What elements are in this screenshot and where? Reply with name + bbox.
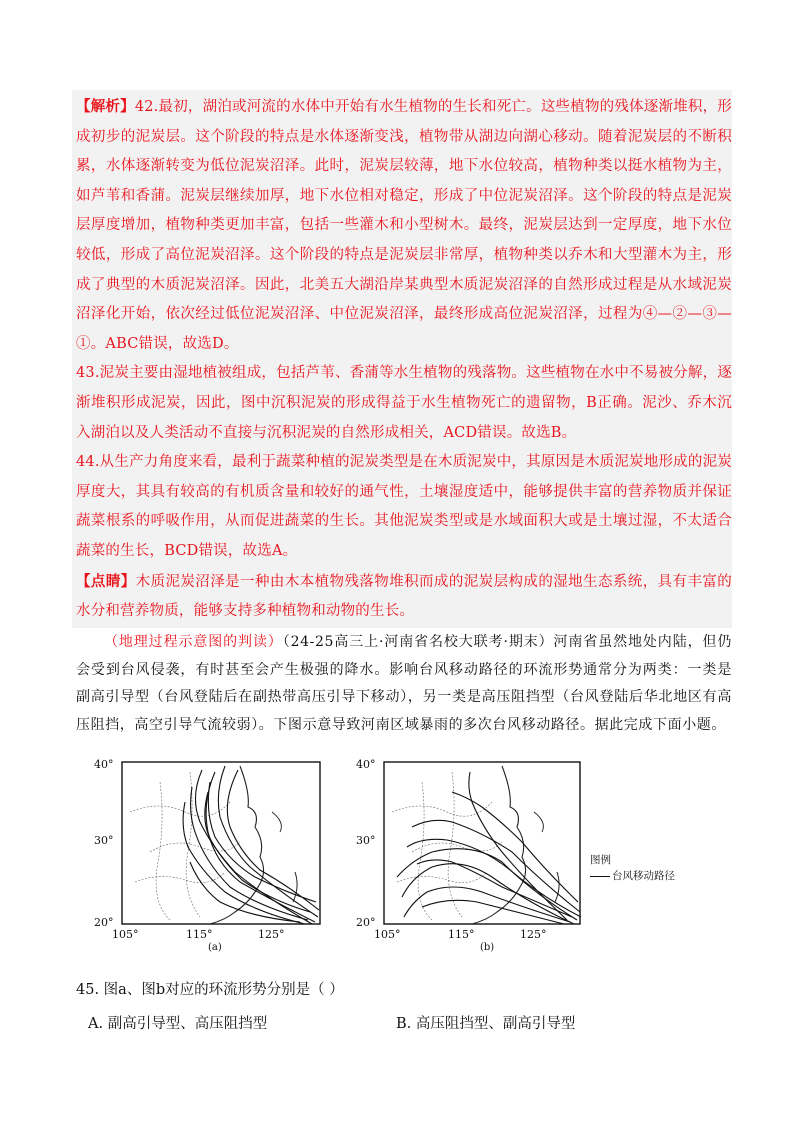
topic-label: （地理过程示意图的判读）	[104, 634, 283, 650]
lon-label: 115°	[186, 928, 213, 941]
question-intro	[76, 629, 732, 739]
lon-label: 105°	[112, 928, 139, 941]
legend-row	[590, 868, 675, 884]
question-stem: 45. 图a、图b对应的环流形势分别是（ ）	[76, 982, 344, 998]
option-b[interactable]: B. 高压阻挡型、副高引导型	[396, 1016, 576, 1032]
insight-text: 木质泥炭沼泽是一种由木本植物残落物堆积而成的泥炭层构成的湿地生态系统，具有丰富的水分和营养物质，能够支持多种植物和动物的生长。	[76, 573, 732, 620]
lon-label: 115°	[448, 928, 475, 941]
intro-text: （24-25高三上·河南省名校大联考·期末）河南省虽然地处内陆，但仍会受到台风侵袭，有时甚至会产生极强的降水。影响台风移动路径的环流形势通常分为两类：一类是副高引导型（台风登陆后在副热带高压引导下移动），另一类是高压阻挡型（台风登陆后华北地区有高压阻挡，高空引导气流较弱）。下图示意导致河南区域暴雨的多次台风移动路径。据此完成下面小题。	[76, 634, 732, 733]
lon-label: 105°	[374, 928, 401, 941]
analysis-text	[76, 92, 732, 627]
lat-label: 30°	[356, 834, 376, 847]
lon-label: 125°	[520, 928, 547, 941]
legend-title: 图例	[590, 854, 611, 866]
typhoon-map-b	[352, 752, 592, 952]
map-caption: (a)	[208, 942, 222, 952]
analysis-42-text: 42.最初，湖泊或河流的水体中开始有水生植物的生长和死亡。这些植物的残体逐渐堆积，形成初步的泥炭层。这个阶段的特点是水体逐渐变浅，植物带从湖边向湖心移动。随着泥炭层的不断积累，水体逐渐转变为低位泥炭沼泽。此时，泥炭层较薄，地下水位较高，植物种类以挺水植物为主，如芦苇和香蒲。泥炭层继续加厚，地下水位相对稳定，形成了中位泥炭沼泽。这个阶段的特点是泥炭层厚度增加，植物种类更加丰富，包括一些灌木和小型树木。最终，泥炭层达到一定厚度，地下水位较低，形成了高位泥炭沼泽。这个阶段的特点是泥炭层非常厚，植物种类以乔木和大型灌木为主，形成了典型的木质泥炭沼泽。因此，北美五大湖沿岸某典型木质泥炭沼泽的自然形成过程是从水域泥炭沼泽化开始，依次经过低位泥炭沼泽、中位泥炭沼泽，最终形成高位泥炭沼泽，过程为④—②—③—①。ABC错误，故选D。	[76, 99, 732, 352]
analysis-paragraph-43: 43.泥炭主要由湿地植被组成，包括芦苇、香蒲等水生植物的残落物。这些植物在水中不易被分解，逐渐堆积形成泥炭，因此，图中沉积泥炭的形成得益于水生植物死亡的遗留物，B正确。泥沙、乔木沉入湖泊以及人类活动不直接与沉积泥炭的自然形成相关，ACD错误。故选B。	[76, 365, 732, 441]
lon-label: 125°	[258, 928, 285, 941]
analysis-tag: 【解析】	[76, 98, 135, 115]
lat-label: 20°	[94, 916, 114, 929]
map-legend	[590, 852, 675, 884]
lat-label: 40°	[356, 758, 376, 771]
legend-item-label: 台风移动路径	[612, 870, 675, 882]
legend-track-line	[590, 876, 610, 877]
analysis-paragraph-42	[76, 92, 732, 359]
lat-label: 40°	[94, 758, 114, 771]
map-caption: (b)	[480, 942, 495, 952]
option-a[interactable]: A. 副高引导型、高压阻挡型	[88, 1016, 268, 1032]
insight-tag: 【点睛】	[76, 572, 136, 590]
insight-paragraph	[76, 567, 732, 627]
typhoon-map-a	[90, 752, 330, 952]
lat-label: 30°	[94, 834, 114, 847]
lat-label: 20°	[356, 916, 376, 929]
analysis-paragraph-44: 44.从生产力角度来看，最利于蔬菜种植的泥炭类型是在木质泥炭中，其原因是木质泥炭地形成的泥炭厚度大，其具有较高的有机质含量和较好的通气性，土壤湿度适中，能够提供丰富的营养物质并保证蔬菜根系的呼吸作用，从而促进蔬菜的生长。其他泥炭类型或是水域面积大或是土壤过湿，不太适合蔬菜的生长，BCD错误，故选A。	[76, 454, 732, 559]
